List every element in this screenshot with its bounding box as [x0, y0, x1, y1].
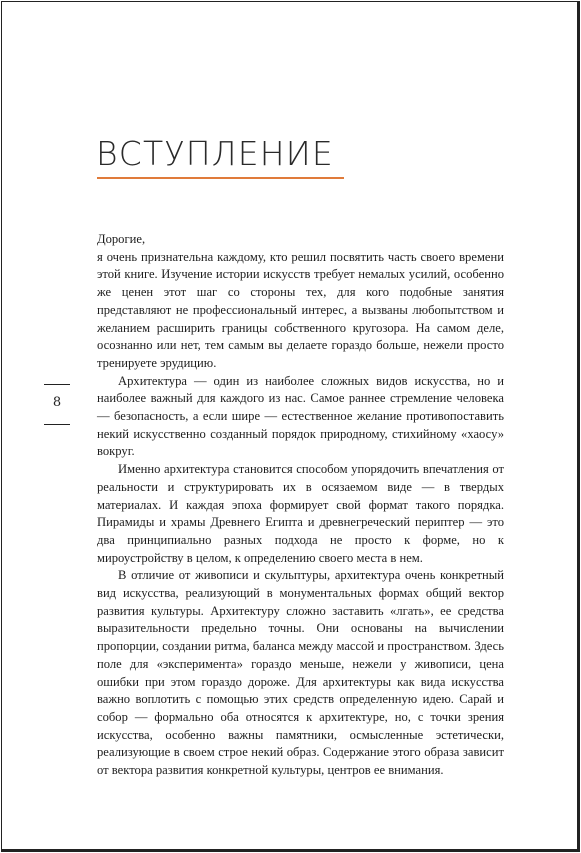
page-number: 8 [52, 395, 62, 410]
page-number-rule-top [44, 384, 70, 385]
salutation: Дорогие, [97, 232, 146, 246]
chapter-title: ВСТУПЛЕНИЕ [96, 134, 334, 173]
paragraph-3: Именно архитектура становится способом упорядочить впечатления от реальности и структурировать их в осязаемом виде — в твердых материалах. И каждая эпоха формирует свой формат такого порядка. Пирамиды и храмы Древнего Египта и древнегреческий периптер — это два принципиально разных подхода не просто к форме, но к мироустройству в целом, к определению своего места в нем. [97, 462, 504, 565]
paragraph-1: я очень признательна каждому, кто решил посвятить часть своего времени этой книге. Изучение истории искусств требует немалых усилий, особенно же ценен этот шаг со стороны тех, для кого подобные занятия представляют не профессиональный интерес, а вызваны любопытством и желанием расширить границы собственного кругозора. На самом деле, осознанно или нет, тем самым вы делаете гораздо больше, нежели просто тренируете эрудицию. [97, 249, 504, 370]
page-number-rule-bottom [44, 424, 70, 425]
paragraph-4: В отличие от живописи и скульптуры, архитектура очень конкретный вид искусства, реализующий в монументальных формах общий вектор развития культуры. Архитектуру сложно заставить «лгать», ее средства выразительности предельно точны. Они основаны на вычислении пропорции, создании ритма, баланса между массой и пространством. Здесь поле для «эксперимента» гораздо меньше, нежели у живописи, цена ошибки при этом гораздо дороже. Для архитектуры как вида искусства важно воплотить с помощью этих средств определенную идею. Сарай и собор — формально оба относятся к архитектуре, но, с точки зрения искусства, особенно важны памятники, осмысленные эстетически, реализующие в своем строе некий образ. Содержание этого образа зависит от вектора развития конкретной культуры, центров ее внимания. [97, 568, 504, 778]
paragraph-2: Архитектура — один из наиболее сложных видов искусства, но и наиболее важный для каждого из нас. Самое раннее стремление человека — безопасность, а если шире — естественное желание противопоставить некий искусственно созданный порядок природному, стихийному «хаосу» вокруг. [97, 373, 504, 459]
title-underline [97, 177, 344, 179]
body-text [97, 231, 504, 780]
